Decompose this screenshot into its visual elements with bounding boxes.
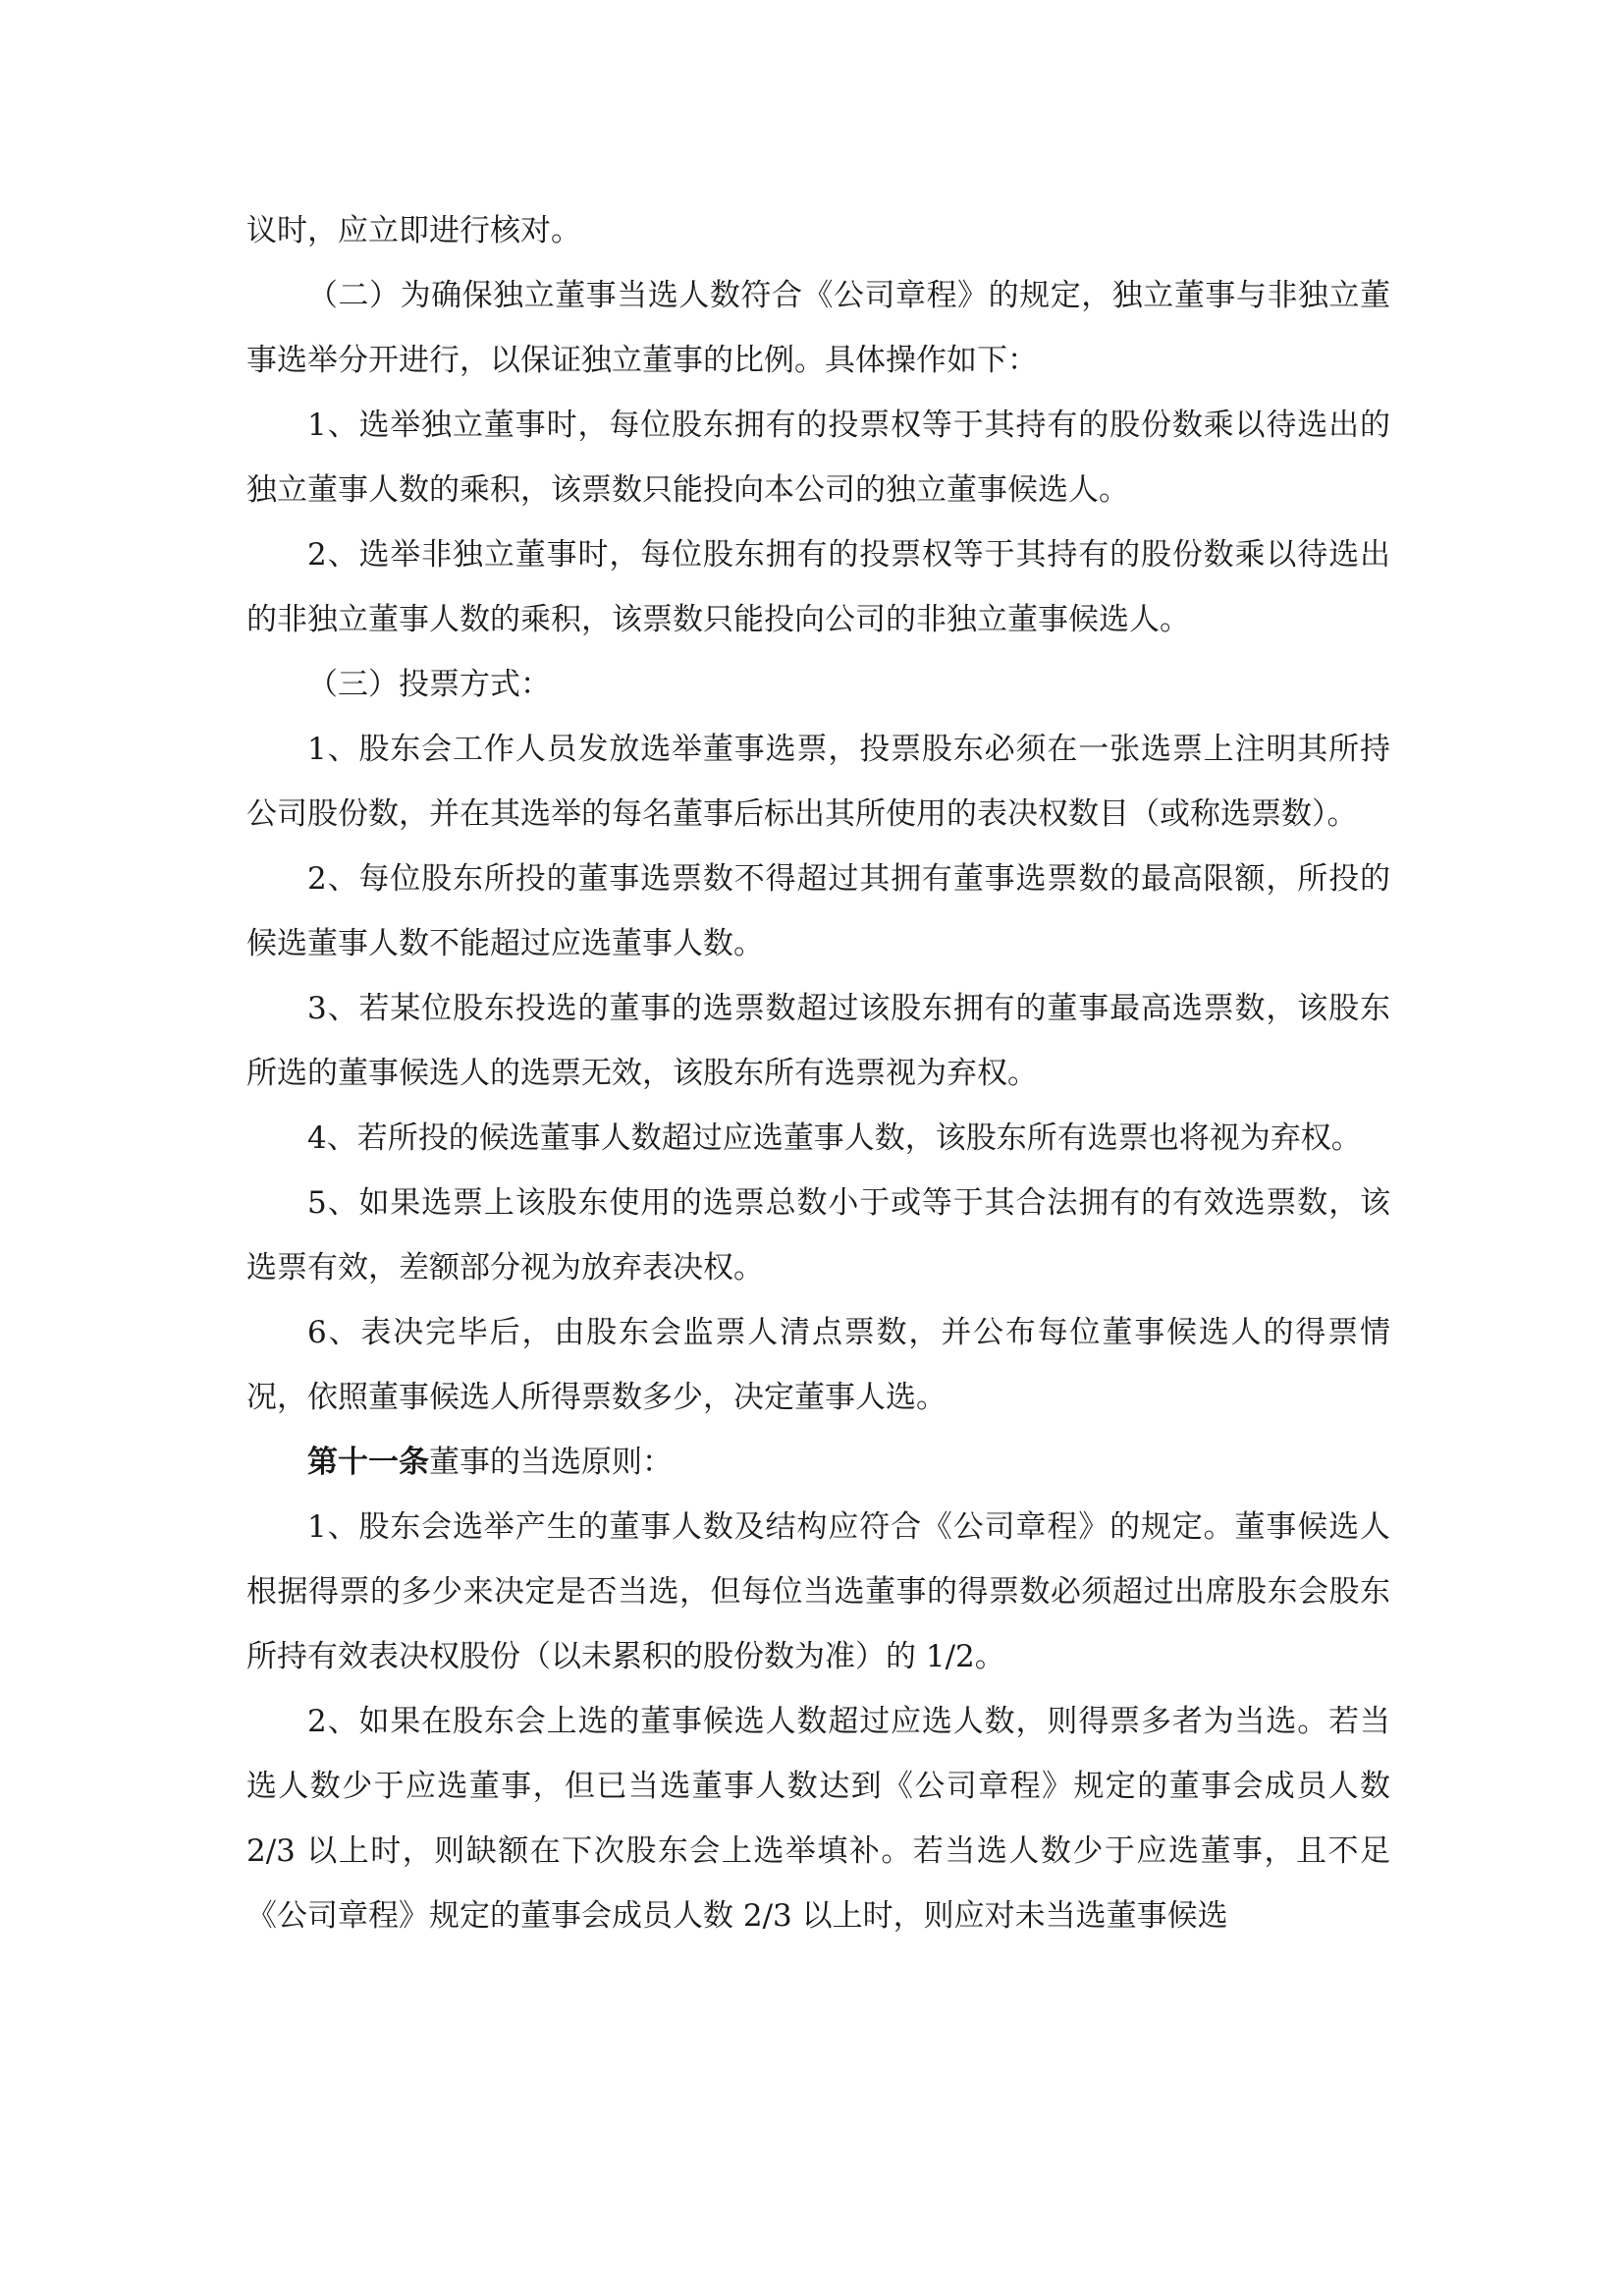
paragraph-voting-item-6: 6、表决完毕后，由股东会监票人清点票数，并公布每位董事候选人的得票情况，依照董事候选人所得票数多少，决定董事人选。 <box>246 1315 1390 1415</box>
paragraph-election-principle-1: 1、股东会选举产生的董事人数及结构应符合《公司章程》的规定。董事候选人根据得票的多少来决定是否当选，但每位当选董事的得票数必须超过出席股东会股东所持有效表决权股份（以未累积的股份数为准）的 1/2。 <box>246 1509 1390 1674</box>
article-eleven-title: 第十一条 <box>307 1445 429 1480</box>
paragraph-voting-item-2: 2、每位股东所投的董事选票数不得超过其拥有董事选票数的最高限额，所投的候选董事人数不能超过应选董事人数。 <box>246 861 1390 961</box>
paragraph-voting-item-5: 5、如果选票上该股东使用的选票总数小于或等于其合法拥有的有效选票数，该选票有效，差额部分视为放弃表决权。 <box>246 1185 1390 1285</box>
paragraph-section-three: （三）投票方式： <box>307 667 551 702</box>
paragraph-election-principle-2: 2、如果在股东会上选的董事候选人数超过应选人数，则得票多者为当选。若当选人数少于应选董事，但已当选董事人数达到《公司章程》规定的董事会成员人数 2/3 以上时，则缺额在下次股东会上选举填补。若当选人数少于应选董事，且不足《公司章程》规定的董事会成员人数 2/3 以上时，则应对未当选董事候选 <box>246 1704 1390 1934</box>
document-body <box>246 198 1390 1948</box>
paragraph-voting-item-1: 1、股东会工作人员发放选举董事选票，投票股东必须在一张选票上注明其所持公司股份数，并在其选举的每名董事后标出其所使用的表决权数目（或称选票数）。 <box>246 732 1390 832</box>
paragraph-article-eleven <box>246 1430 1390 1495</box>
paragraph-item-1-independent: 1、选举独立董事时，每位股东拥有的投票权等于其持有的股份数乘以待选出的独立董事人数的乘积，该票数只能投向本公司的独立董事候选人。 <box>246 408 1390 508</box>
paragraph-section-two: （二）为确保独立董事当选人数符合《公司章程》的规定，独立董事与非独立董事选举分开进行，以保证独立董事的比例。具体操作如下： <box>246 278 1390 378</box>
paragraph-item-2-non-independent: 2、选举非独立董事时，每位股东拥有的投票权等于其持有的股份数乘以待选出的非独立董事人数的乘积，该票数只能投向公司的非独立董事候选人。 <box>246 537 1390 637</box>
paragraph-voting-item-4: 4、若所投的候选董事人数超过应选董事人数，该股东所有选票也将视为弃权。 <box>307 1121 1362 1156</box>
paragraph-voting-item-3: 3、若某位股东投选的董事的选票数超过该股东拥有的董事最高选票数，该股东所选的董事候选人的选票无效，该股东所有选票视为弃权。 <box>246 991 1390 1091</box>
paragraph-continuation: 议时，应立即进行核对。 <box>246 213 581 248</box>
article-eleven-text: 董事的当选原则： <box>429 1445 673 1480</box>
